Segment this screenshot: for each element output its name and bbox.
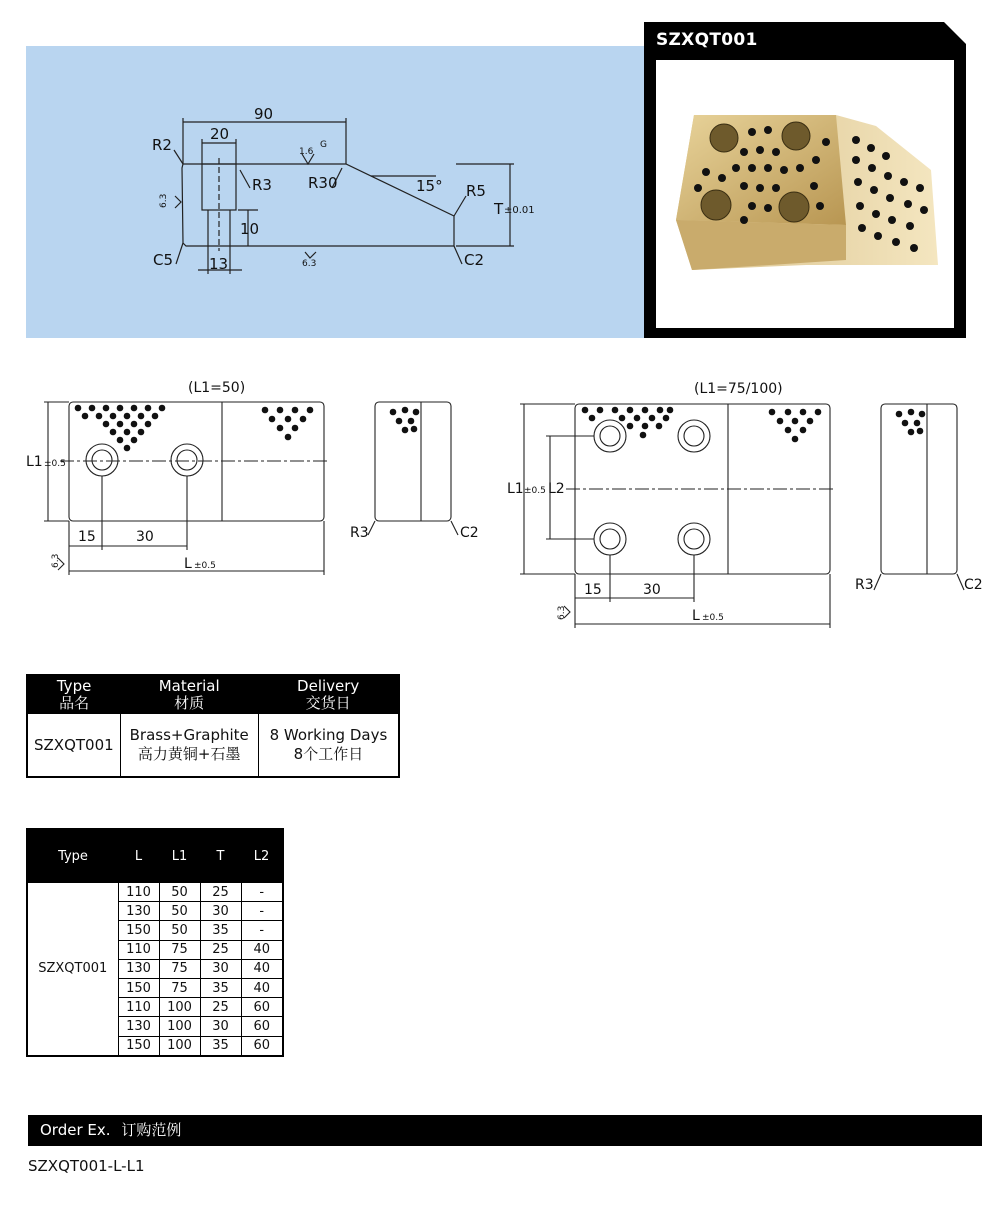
roughness-g: G xyxy=(320,140,327,150)
spec-header-l1: L1 xyxy=(159,829,200,883)
v75-d15: 15 xyxy=(584,582,602,598)
v50-l-tol: ±0.5 xyxy=(194,561,216,571)
spec-cell: - xyxy=(241,921,283,940)
dim-c5: C5 xyxy=(153,251,174,269)
spec-cell: 150 xyxy=(118,921,159,940)
dim-10: 10 xyxy=(240,220,260,238)
dim-r30: R30 xyxy=(308,174,338,192)
spec-cell: 35 xyxy=(200,921,241,940)
spec-cell: 50 xyxy=(159,883,200,902)
spec-cell: 130 xyxy=(118,959,159,978)
spec-cell: 60 xyxy=(241,998,283,1017)
dim-r5: R5 xyxy=(466,182,486,200)
v50-l1-tol: ±0.5 xyxy=(44,459,66,469)
spec-header-l2: L2 xyxy=(241,829,283,883)
dimension-spec-table xyxy=(26,828,284,1057)
v75-c2: C2 xyxy=(964,577,983,593)
v75-l: L xyxy=(692,608,700,624)
spec-cell: 150 xyxy=(118,1036,159,1056)
v50-d15: 15 xyxy=(78,529,96,545)
spec-cell: 25 xyxy=(200,883,241,902)
spec-cell: 50 xyxy=(159,902,200,921)
v75-d30: 30 xyxy=(643,582,661,598)
v75-l1-tol: ±0.5 xyxy=(524,486,546,496)
v50-l: L xyxy=(184,556,192,572)
spec-cell: 30 xyxy=(200,959,241,978)
v50-l1: L1 xyxy=(26,454,43,470)
table-row xyxy=(27,883,283,902)
dim-r3: R3 xyxy=(252,176,272,194)
spec-cell: 110 xyxy=(118,940,159,959)
spec-cell: 75 xyxy=(159,940,200,959)
spec-cell: - xyxy=(241,902,283,921)
v75-r3: R3 xyxy=(855,577,874,593)
dim-13: 13 xyxy=(209,255,229,273)
v50-c2: C2 xyxy=(460,525,479,541)
order-example-bar xyxy=(28,1115,982,1146)
spec-cell: 130 xyxy=(118,1017,159,1036)
spec-cell: 150 xyxy=(118,978,159,997)
spec-header-type: Type xyxy=(27,829,118,883)
info-type-cell: SZXQT001 xyxy=(27,714,120,778)
plan-views xyxy=(0,370,1000,640)
spec-cell: 110 xyxy=(118,883,159,902)
spec-header-l: L xyxy=(118,829,159,883)
dim-t: T xyxy=(494,200,504,218)
spec-cell: 130 xyxy=(118,902,159,921)
spec-cell: 30 xyxy=(200,1017,241,1036)
spec-cell: 60 xyxy=(241,1017,283,1036)
spec-cell: 100 xyxy=(159,1036,200,1056)
header-material: Material 材质 xyxy=(120,675,258,714)
order-label: Order Ex. xyxy=(40,1121,111,1139)
header-delivery: Delivery 交货日 xyxy=(258,675,399,714)
spec-cell: 100 xyxy=(159,998,200,1017)
roughness-3: 6.3 xyxy=(159,193,169,208)
product-code-title: SZXQT001 xyxy=(656,30,758,50)
spec-cell: 35 xyxy=(200,978,241,997)
v75-l2: L2 xyxy=(548,481,565,497)
spec-cell: 110 xyxy=(118,998,159,1017)
spec-cell: 100 xyxy=(159,1017,200,1036)
v75-l1: L1 xyxy=(507,481,524,497)
spec-cell: 25 xyxy=(200,940,241,959)
info-delivery-cell: 8 Working Days 8个工作日 xyxy=(258,714,399,778)
roughness-1: 1.6 xyxy=(299,147,314,157)
spec-cell: 40 xyxy=(241,978,283,997)
spec-cell: 25 xyxy=(200,998,241,1017)
dim-20: 20 xyxy=(210,125,230,143)
dim-t-tolerance: ±0.01 xyxy=(504,205,535,216)
order-label-cn: 订购范例 xyxy=(121,1121,182,1139)
dim-r2: R2 xyxy=(152,136,172,154)
spec-cell: 50 xyxy=(159,921,200,940)
spec-cell: 75 xyxy=(159,978,200,997)
top-drawing-panel xyxy=(26,46,644,338)
dim-90: 90 xyxy=(254,105,274,123)
header-type: Type 品名 xyxy=(27,675,120,714)
roughness-2: 6.3 xyxy=(302,259,317,269)
spec-header-t: T xyxy=(200,829,241,883)
spec-type-cell: SZXQT001 xyxy=(27,883,118,1056)
spec-cell: 60 xyxy=(241,1036,283,1056)
caption-l1-75-100: (L1=75/100) xyxy=(694,381,783,397)
dim-c2: C2 xyxy=(464,251,485,269)
v75-l-tol: ±0.5 xyxy=(702,613,724,623)
order-example-code: SZXQT001-L-L1 xyxy=(28,1157,145,1175)
spec-cell: 30 xyxy=(200,902,241,921)
spec-cell: 40 xyxy=(241,940,283,959)
v50-roughness: 6.3 xyxy=(51,553,61,568)
spec-cell: 40 xyxy=(241,959,283,978)
spec-cell: 75 xyxy=(159,959,200,978)
product-photo xyxy=(656,60,954,328)
v75-roughness: 6.3 xyxy=(557,605,567,620)
brass-block-illustration xyxy=(656,60,954,328)
top-profile-drawing xyxy=(26,46,644,338)
v50-r3: R3 xyxy=(350,525,369,541)
v50-d30: 30 xyxy=(136,529,154,545)
info-material-cell: Brass+Graphite 高力黄铜+石墨 xyxy=(120,714,258,778)
spec-cell: 35 xyxy=(200,1036,241,1056)
product-info-table xyxy=(26,674,400,778)
dim-angle: 15° xyxy=(416,177,443,195)
caption-l1-50: (L1=50) xyxy=(188,380,246,396)
spec-cell: - xyxy=(241,883,283,902)
